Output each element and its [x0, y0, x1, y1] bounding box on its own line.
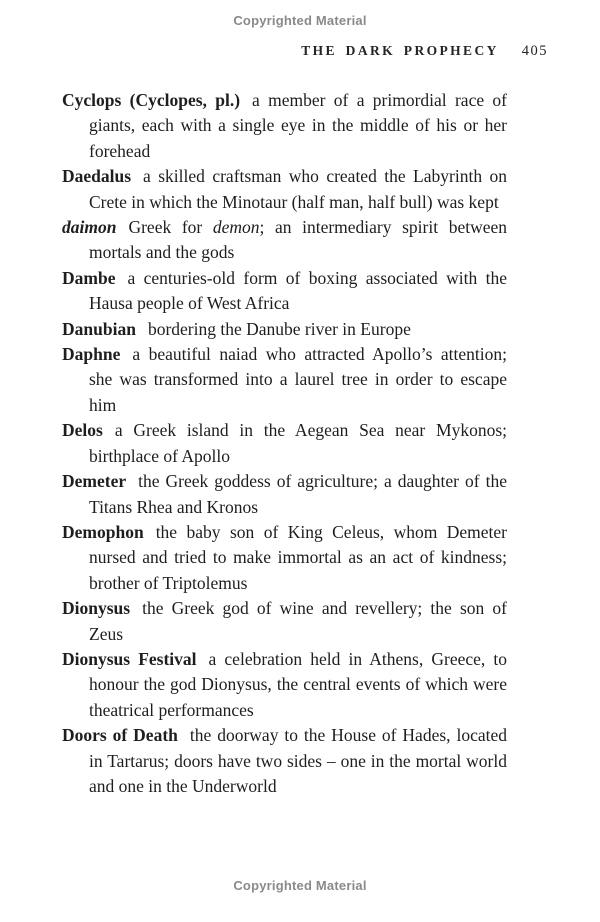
glossary-entry — [62, 266, 507, 317]
entry-term: Dionysus Festival — [62, 648, 197, 669]
entry-definition: the Greek goddess of agriculture; a daughter of the Titans Rhea and Kronos — [89, 471, 507, 517]
running-header — [62, 43, 548, 60]
entry-definition: a Greek island in the Aegean Sea near Mykonos; birthplace of Apollo — [89, 420, 507, 466]
copyright-watermark-bottom: Copyrighted Material — [233, 878, 367, 893]
entry-term: Demeter — [62, 471, 127, 492]
glossary-entry — [62, 647, 507, 723]
glossary-entry — [62, 342, 507, 418]
entry-term: Dambe — [62, 267, 116, 288]
glossary-entry — [62, 164, 507, 215]
entry-definition: a celebration held in Athens, Greece, to honour the god Dionysus, the central events of which were theatrical performances — [89, 648, 507, 720]
glossary-entry — [62, 418, 507, 469]
entry-definition: a beautiful naiad who attracted Apollo’s attention; she was transformed into a laurel tree in order to escape him — [89, 344, 507, 415]
copyright-watermark-top: Copyrighted Material — [233, 13, 367, 28]
entry-definition: the baby son of King Celeus, whom Demeter nursed and tried to make immortal as an act of kindness; brother of Triptolemus — [89, 521, 507, 593]
entry-term: daimon — [62, 217, 117, 238]
entry-definition: a skilled craftsman who created the Labyrinth on Crete in which the Minotaur (half man, half bull) was kept — [89, 166, 507, 212]
entry-definition: Greek for demon; an intermediary spirit between mortals and the gods — [89, 217, 507, 263]
entry-definition: the Greek god of wine and revellery; the son of Zeus — [89, 598, 507, 644]
entry-term: Danubian — [62, 318, 136, 339]
entry-definition: the doorway to the House of Hades, located in Tartarus; doors have two sides – one in the mortal world and one in the Underworld — [89, 725, 507, 796]
glossary-entry — [62, 215, 507, 266]
entry-term: Daedalus — [62, 166, 132, 187]
book-title: THE DARK PROPHECY — [301, 43, 499, 58]
entry-definition: bordering the Danube river in Europe — [147, 318, 411, 339]
glossary-entry — [62, 520, 507, 596]
entry-term: Cyclops (Cyclopes, pl.) — [62, 90, 241, 110]
glossary-entry — [62, 317, 507, 342]
entry-definition: a centuries-old form of boxing associated with the Hausa people of West Africa — [89, 267, 507, 314]
entry-term: Daphne — [62, 344, 121, 365]
entry-term: Dionysus — [62, 598, 131, 619]
entry-definition: a member of a primordial race of giants, each with a single eye in the middle of his or her forehead — [89, 90, 508, 161]
entry-term: Delos — [62, 420, 103, 441]
entry-term: Doors of Death — [62, 725, 178, 746]
glossary-entry — [62, 723, 507, 799]
glossary-entry — [62, 469, 507, 520]
entry-term: Demophon — [62, 521, 144, 542]
glossary-entry — [62, 596, 507, 647]
glossary-list — [62, 88, 507, 799]
page-number: 405 — [521, 43, 548, 59]
glossary-entry — [62, 88, 507, 164]
